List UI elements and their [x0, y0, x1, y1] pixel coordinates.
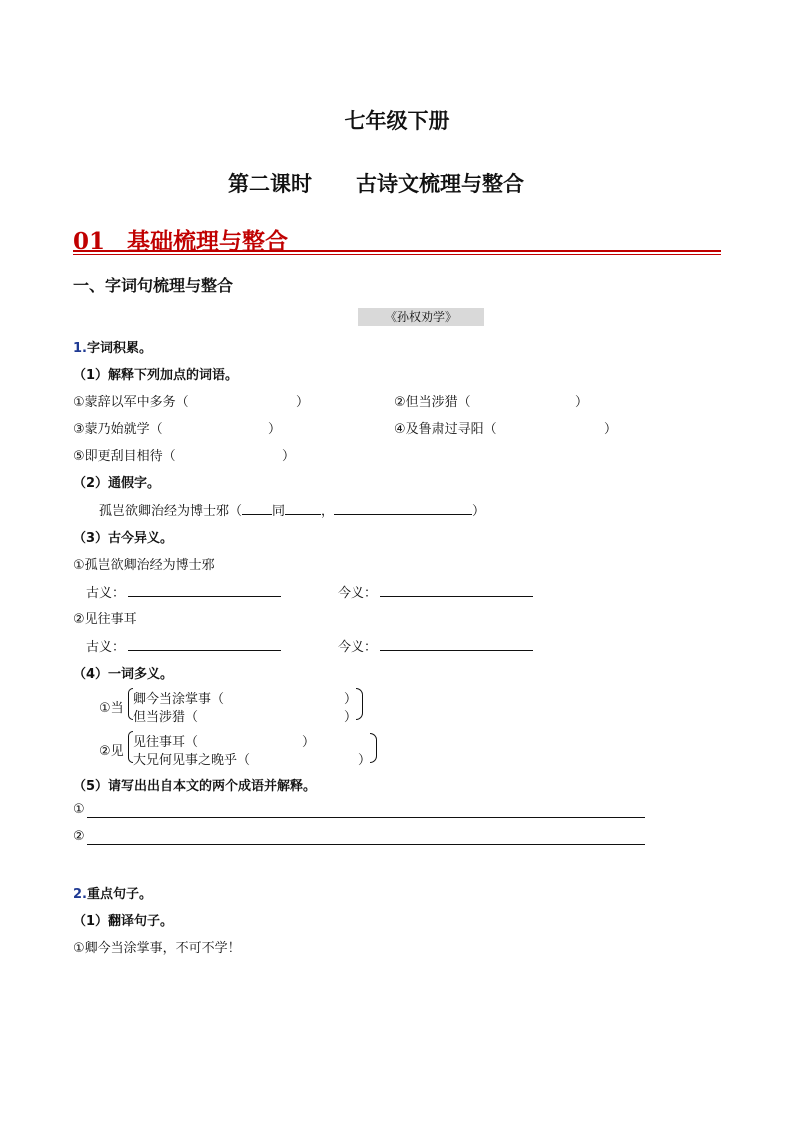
tongjia-comma: ，	[321, 504, 335, 519]
idiom-line-2[interactable]	[87, 844, 645, 845]
gujin-sentence-2: ②见往事耳	[73, 612, 137, 627]
item-2-close: ）	[575, 395, 589, 410]
duoyi-bracket-2	[370, 733, 377, 763]
grade-title: 七年级下册	[344, 109, 450, 133]
idiom-mark-1: ①	[73, 802, 85, 817]
q2-sub1: （1）翻译句子。	[73, 914, 174, 929]
duoyi-2-line-1: 见往事耳（	[133, 735, 199, 750]
duoyi-bracket-1	[356, 688, 363, 720]
gujin-2-jin-label: 今义：	[338, 640, 378, 655]
gujin-1-jin-label: 今义：	[338, 586, 378, 601]
q1-sub5: （5）请写出出自本文的两个成语并解释。	[73, 779, 317, 794]
section-number: 01	[73, 228, 106, 255]
part-heading: 一、字词句梳理与整合	[73, 276, 234, 295]
gujin-sentence-1: ①孤岂欲卿治经为博士邪	[73, 558, 215, 573]
item-4: ④及鲁肃过寻阳（	[394, 422, 497, 437]
q1-sub1: （1）解释下列加点的词语。	[73, 368, 239, 383]
lesson-title	[228, 168, 524, 198]
idiom-line-1[interactable]	[87, 817, 645, 818]
tongjia-line	[99, 500, 485, 519]
gujin-1-gu-label: 古义：	[86, 586, 126, 601]
duoyi-1-line-1-close: ）	[344, 692, 358, 707]
q1-label-text: 字词积累。	[86, 341, 152, 356]
duoyi-1-line-2: 但当涉猎（	[133, 710, 199, 725]
tongjia-sentence: 孤岂欲卿治经为博士邪（	[99, 504, 243, 519]
gujin-1-jin-line[interactable]	[380, 596, 533, 597]
tongjia-blank-3[interactable]	[334, 501, 472, 515]
q1-sub3: （3）古今异义。	[73, 531, 174, 546]
tongjia-blank-2[interactable]	[285, 501, 321, 515]
section-rule-thick	[73, 250, 721, 252]
lesson-number: 第二课时	[228, 172, 312, 196]
idiom-mark-2: ②	[73, 829, 85, 844]
q2-number: 2.	[73, 887, 87, 902]
tongjia-same: 同	[272, 504, 286, 519]
q2-label-text: 重点句子。	[86, 887, 152, 902]
section-title: 基础梳理与整合	[127, 228, 289, 255]
duoyi-2-line-1-close: ）	[302, 735, 316, 750]
duoyi-1-line-1: 卿今当涂掌事（	[133, 692, 225, 707]
duoyi-word-2: ②见	[99, 744, 124, 759]
gujin-2-jin-line[interactable]	[380, 650, 533, 651]
item-3-close: ）	[268, 422, 282, 437]
duoyi-1-line-2-close: ）	[344, 710, 358, 725]
item-4-close: ）	[604, 422, 618, 437]
item-5: ⑤即更刮目相待（	[73, 449, 176, 464]
q1-sub4: （4）一词多义。	[73, 667, 174, 682]
q1-sub2: （2）通假字。	[73, 476, 161, 491]
item-1: ①蒙辞以军中多务（	[73, 395, 189, 410]
gujin-2-gu-line[interactable]	[128, 650, 281, 651]
duoyi-2-line-2: 大兄何见事之晚乎（	[133, 753, 251, 768]
duoyi-2-line-2-close: ）	[358, 753, 372, 768]
q1-label	[73, 337, 152, 356]
text-title-box: 《孙权劝学》	[358, 308, 484, 326]
gujin-1-gu-line[interactable]	[128, 596, 281, 597]
q2-sentence-1: ①卿今当涂掌事，不可不学！	[73, 941, 241, 956]
section-rule-thin	[73, 254, 721, 255]
tongjia-blank-1[interactable]	[242, 501, 272, 515]
q1-number: 1.	[73, 341, 87, 356]
lesson-topic: 古诗文梳理与整合	[356, 172, 524, 196]
q2-label	[73, 883, 152, 902]
item-5-close: ）	[282, 449, 296, 464]
item-1-close: ）	[296, 395, 310, 410]
duoyi-word-1: ①当	[99, 701, 124, 716]
item-3: ③蒙乃始就学（	[73, 422, 163, 437]
gujin-2-gu-label: 古义：	[86, 640, 126, 655]
tongjia-close: ）	[472, 504, 486, 519]
item-2: ②但当涉猎（	[394, 395, 471, 410]
